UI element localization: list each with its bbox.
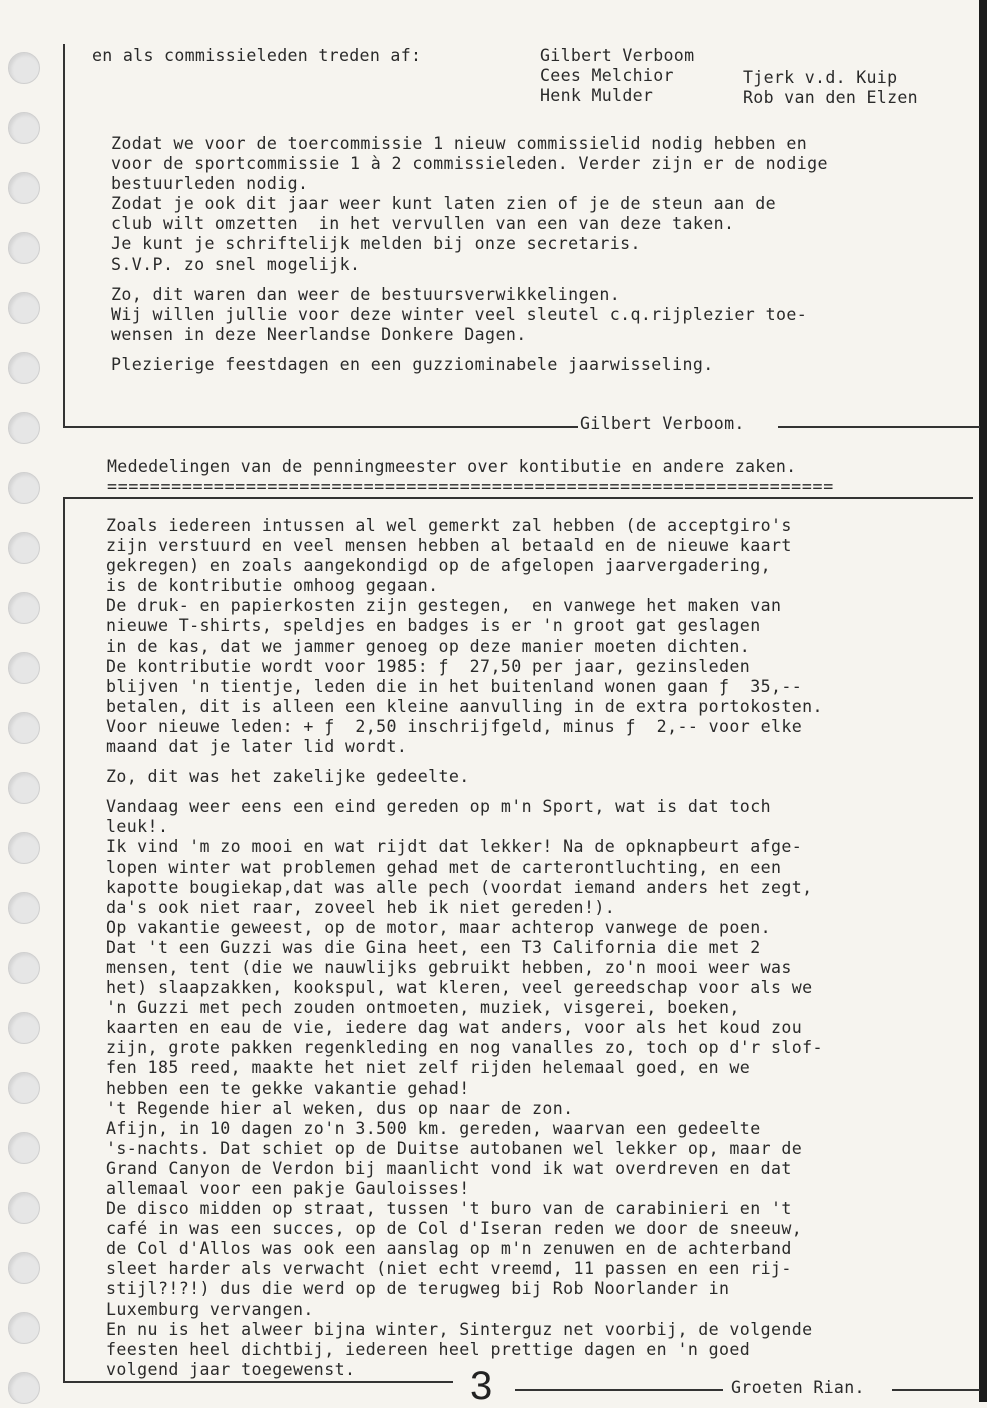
rule-footer-left — [63, 1381, 453, 1383]
committee-name: Henk Mulder — [540, 86, 654, 105]
punch-hole — [8, 1252, 40, 1284]
left-rule-bottom — [63, 497, 65, 1383]
committee-name: Gilbert Verboom — [540, 46, 695, 65]
punch-hole — [8, 232, 40, 264]
committee-name-col1 — [540, 46, 694, 106]
rule-footer-mid — [515, 1389, 723, 1391]
rule-box-top — [63, 497, 973, 499]
punch-hole — [8, 832, 40, 864]
letter-body — [111, 134, 828, 375]
punch-hole — [8, 532, 40, 564]
letter-paragraph: Plezierige feestdagen en een guzziominabele jaarwisseling. — [111, 354, 714, 374]
punch-hole — [8, 52, 40, 84]
committee-name: Rob van den Elzen — [743, 88, 918, 107]
punch-hole — [8, 1312, 40, 1344]
punch-hole — [8, 652, 40, 684]
letter-signature: Gilbert Verboom. — [580, 414, 745, 433]
punch-hole — [8, 1192, 40, 1224]
committee-intro: en als commissieleden treden af: — [92, 46, 422, 65]
punch-hole — [8, 1132, 40, 1164]
punch-hole — [8, 952, 40, 984]
rule-signature-right — [778, 426, 980, 428]
section-heading: Mededelingen van de penningmeester over kontibutie en andere zaken. — [107, 457, 797, 476]
letter-paragraph: Zodat we voor de toercommissie 1 nieuw commissielid nodig hebben en voor de sportcommissie 1 à 2 commissieleden. Verder zijn er de nodige bestuurleden nodig. Zodat je ook dit jaar weer kunt laten zien of je de steun aan de club wilt omzetten in het vervullen van een van deze taken. Je kunt je schriftelijk melden bij onze secretaris. S.V.P. zo snel mogelijk. — [111, 134, 828, 274]
punch-hole — [8, 772, 40, 804]
punch-hole — [8, 292, 40, 324]
punch-hole — [8, 412, 40, 444]
punch-hole — [8, 1072, 40, 1104]
heading-underline: ==================================================================== — [107, 477, 834, 496]
left-rule-top — [63, 44, 65, 428]
main-paragraph: Vandaag weer eens een eind gereden op m'n Sport, wat is dat toch leuk!. Ik vind 'm zo mooi en wat rijdt dat lekker! Na de opknapbeurt afge- lopen winter wat problemen gehad met de carterontluchting, en een kapotte bougiekap,dat was alle pech (voordat iemand anders het zegt, da's ook niet raar, zoveel heb ik niet gereden!). Op vakantie geweest, op de motor, maar achterop vanwege de poen. Dat 't een Guzzi was die Gina heet, een T3 California die met 2 mensen, tent (die we nauwlijks gebruikt hebben, zo'n mooi weer was het) slaapzakken, kookspul, wat kleren, veel gereedschap voor als we 'n Guzzi met pech zouden ontmoeten, muziek, visgerei, boeken, kaarten en eau de vie, iedere dag wat anders, voor als het koud zou zijn, grote pakken regenkleding en nog vanalles zo, toch op d'r slof- fen 185 reed, maakte het niet zelf rijden helemaal goed, en we hebben een te gekke vakantie gehad! 't Regende hier al weken, dus op naar de zon. Afijn, in 10 dagen zo'n 3.500 km. gereden, waarvan een gedeelte 's-nachts. Dat schiet op de Duitse autobanen wel lekker op, maar de Grand Canyon de Verdon bij maanlicht vond ik wat overdreven en dat allemaal voor een pakje Gauloisses! De disco midden op straat, tussen 't buro van de carabinieri en 't café in was een succes, op de Col d'Iseran reden we door de sneeuw, de Col d'Allos was ook een aanslag op m'n zenuwen en de achterband sleet harder als verwacht (niet echt vreemd, 11 passen en een rij- stijl?!?!) dus die werd op de terugweg bij Rob Noorlander in Luxemburg vervangen. En nu is het alweer bijna winter, Sinterguz net voorbij, de volgende feesten heel dichtbij, iedereen heel prettige dagen en 'n goed volgend jaar toegewenst. — [106, 797, 823, 1379]
rule-footer-right — [892, 1389, 980, 1391]
rule-signature-left — [63, 426, 578, 428]
main-paragraph: Zo, dit was het zakelijke gedeelte. — [106, 767, 470, 787]
punch-hole — [8, 1012, 40, 1044]
punch-hole — [8, 472, 40, 504]
main-body — [106, 516, 823, 1380]
main-paragraph: Zoals iedereen intussen al wel gemerkt zal hebben (de acceptgiro's zijn verstuurd en veel mensen hebben al betaald en de nieuwe kaart gekregen) en zoals aangekondigd op de afgelopen jaarvergadering, is de kontributie omhoog gegaan. De druk- en papierkosten zijn gestegen, en vanwege het maken van nieuwe T-shirts, speldjes en badges is er 'n groot gat geslagen in de kas, dat we jammer genoeg op deze manier moeten dichten. De kontributie wordt voor 1985: ƒ 27,50 per jaar, gezinsleden blijven 'n tientje, leden die in het buitenland wonen gaan ƒ 35,-- betalen, dit is alleen een kleine aanvulling in de extra portokosten. Voor nieuwe leden: + ƒ 2,50 inschrijfgeld, minus ƒ 2,-- voor elke maand dat je later lid wordt. — [106, 516, 823, 757]
committee-name: Tjerk v.d. Kuip — [743, 68, 898, 87]
punch-hole — [8, 1372, 40, 1404]
punch-hole — [8, 892, 40, 924]
page-edge — [979, 0, 987, 1402]
punch-hole — [8, 172, 40, 204]
letter-paragraph: Zo, dit waren dan weer de bestuursverwikkelingen. Wij willen jullie voor deze winter veel sleutel c.q.rijplezier toe- wensen in deze Neerlandse Donkere Dagen. — [111, 284, 808, 344]
punch-hole — [8, 592, 40, 624]
punch-hole — [8, 712, 40, 744]
committee-name-col2 — [743, 68, 918, 108]
punch-hole — [8, 112, 40, 144]
main-signature: Groeten Rian. — [731, 1378, 865, 1397]
punch-hole — [8, 352, 40, 384]
committee-name: Cees Melchior — [540, 66, 674, 85]
page-number: 3 — [470, 1364, 493, 1408]
